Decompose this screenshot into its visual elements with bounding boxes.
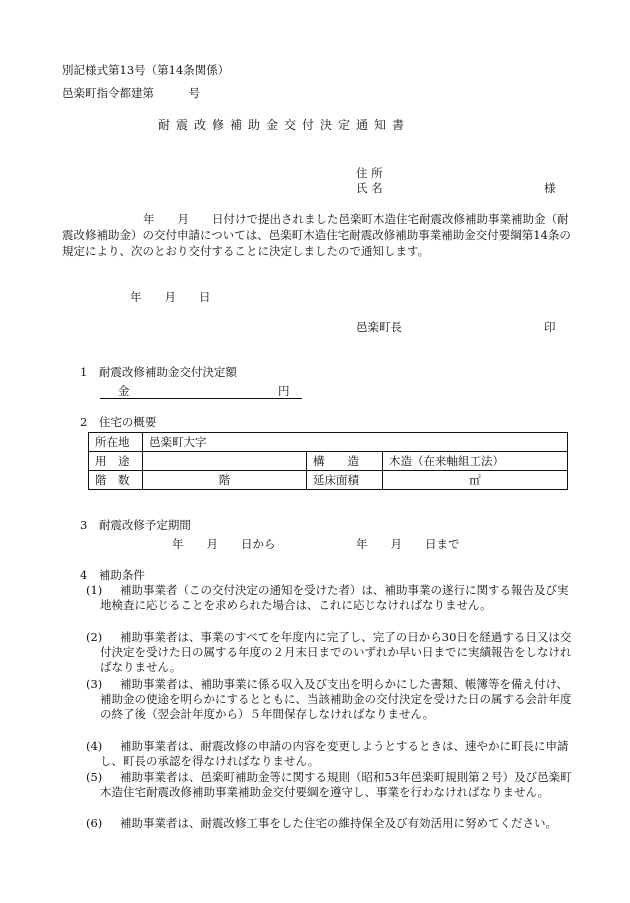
period-to: 年 月 日まで [356, 537, 460, 551]
condition-number: (4) [86, 739, 103, 753]
condition-number: (5) [86, 770, 103, 784]
section1-heading: 1 耐震改修補助金交付決定額 [80, 365, 237, 379]
condition-item [86, 583, 572, 613]
seal-mark: 印 [544, 320, 556, 334]
floors-label: 階 数 [89, 471, 143, 490]
condition-text: 補助事業者は、邑楽町補助金等に関する規則（昭和53年邑楽町規則第２号）及び邑楽町木造住宅耐震改修補助事業補助金交付要綱を遵守し、事業を行わなければなりません。 [100, 770, 572, 799]
honorific: 様 [544, 181, 556, 195]
amount-underline [100, 398, 302, 399]
condition-item [86, 816, 572, 831]
condition-number: (2) [86, 630, 103, 644]
table-row [89, 452, 568, 471]
house-overview-table [88, 432, 568, 490]
address-label: 住 所 [356, 166, 383, 180]
table-row [89, 471, 568, 490]
amount-prefix: 金 [118, 384, 130, 398]
name-label: 氏 名 [356, 181, 383, 195]
structure-value: 木造（在来軸組工法） [383, 452, 568, 471]
condition-item [86, 770, 572, 800]
condition-text: 補助事業者は、耐震改修工事をした住宅の維持保全及び有効活用に努めてください。 [120, 816, 557, 830]
condition-text: 補助事業者は、耐震改修の申請の内容を変更しようとするときは、速やかに町長に申請し、町長の承認を得なければなりません。 [100, 739, 569, 768]
table-row [89, 433, 568, 452]
floor-area-label: 延床面積 [307, 471, 383, 490]
condition-text: 補助事業者は、補助事業に係る収入及び支出を明らかにした書類、帳簿等を備え付け、補助金の使途を明らかにするとともに、当該補助金の交付決定を受けた日の属する会計年度の終了後（翌会計年度から）５年間保存しなければなりません。 [100, 677, 572, 721]
condition-number: (6) [86, 816, 103, 830]
use-value [143, 452, 307, 471]
condition-text: 補助事業者（この交付決定の通知を受けた者）は、補助事業の遂行に関する報告及び実地検査に応じることを求められた場合は、これに応じなければなりません。 [100, 583, 569, 612]
condition-number: (1) [86, 583, 103, 597]
floors-value: 階 [143, 471, 307, 490]
section2-heading: 2 住宅の概要 [80, 415, 157, 429]
period-from: 年 月 日から [172, 537, 276, 551]
section4-heading: 4 補助条件 [80, 568, 145, 582]
body-paragraph: 年 月 日付けで提出されました邑楽町木造住宅耐震改修補助事業補助金（耐震改修補助金）の交付申請については、邑楽町木造住宅耐震改修補助事業補助金交付要綱第14条の規定により、次のとおり交付することに決定しましたので通知します。 [62, 212, 571, 258]
condition-item [86, 630, 572, 675]
issue-date: 年 月 日 [130, 290, 211, 304]
location-value: 邑楽町大字 [143, 433, 568, 452]
amount-suffix: 円 [278, 384, 290, 398]
use-label: 用 途 [89, 452, 143, 471]
reference-number: 邑楽町指令都建第 号 [62, 86, 200, 100]
condition-text: 補助事業者は、事業のすべてを年度内に完了し、完了の日から30日を経過する日又は交付決定を受けた日の属する年度の２月末日までのいずれか早い日までに実績報告をしなければなりません。 [100, 630, 572, 674]
issuer-name: 邑楽町長 [356, 320, 402, 334]
location-label: 所在地 [89, 433, 143, 452]
floor-area-value: ㎡ [383, 471, 568, 490]
section3-heading: 3 耐震改修予定期間 [80, 518, 191, 532]
structure-label: 構 造 [307, 452, 383, 471]
condition-item [86, 739, 572, 769]
document-title: 耐震改修補助金交付決定通知書 [158, 118, 411, 132]
condition-number: (3) [86, 677, 103, 691]
condition-item [86, 677, 572, 722]
form-reference: 別記様式第13号（第14条関係） [62, 63, 230, 77]
